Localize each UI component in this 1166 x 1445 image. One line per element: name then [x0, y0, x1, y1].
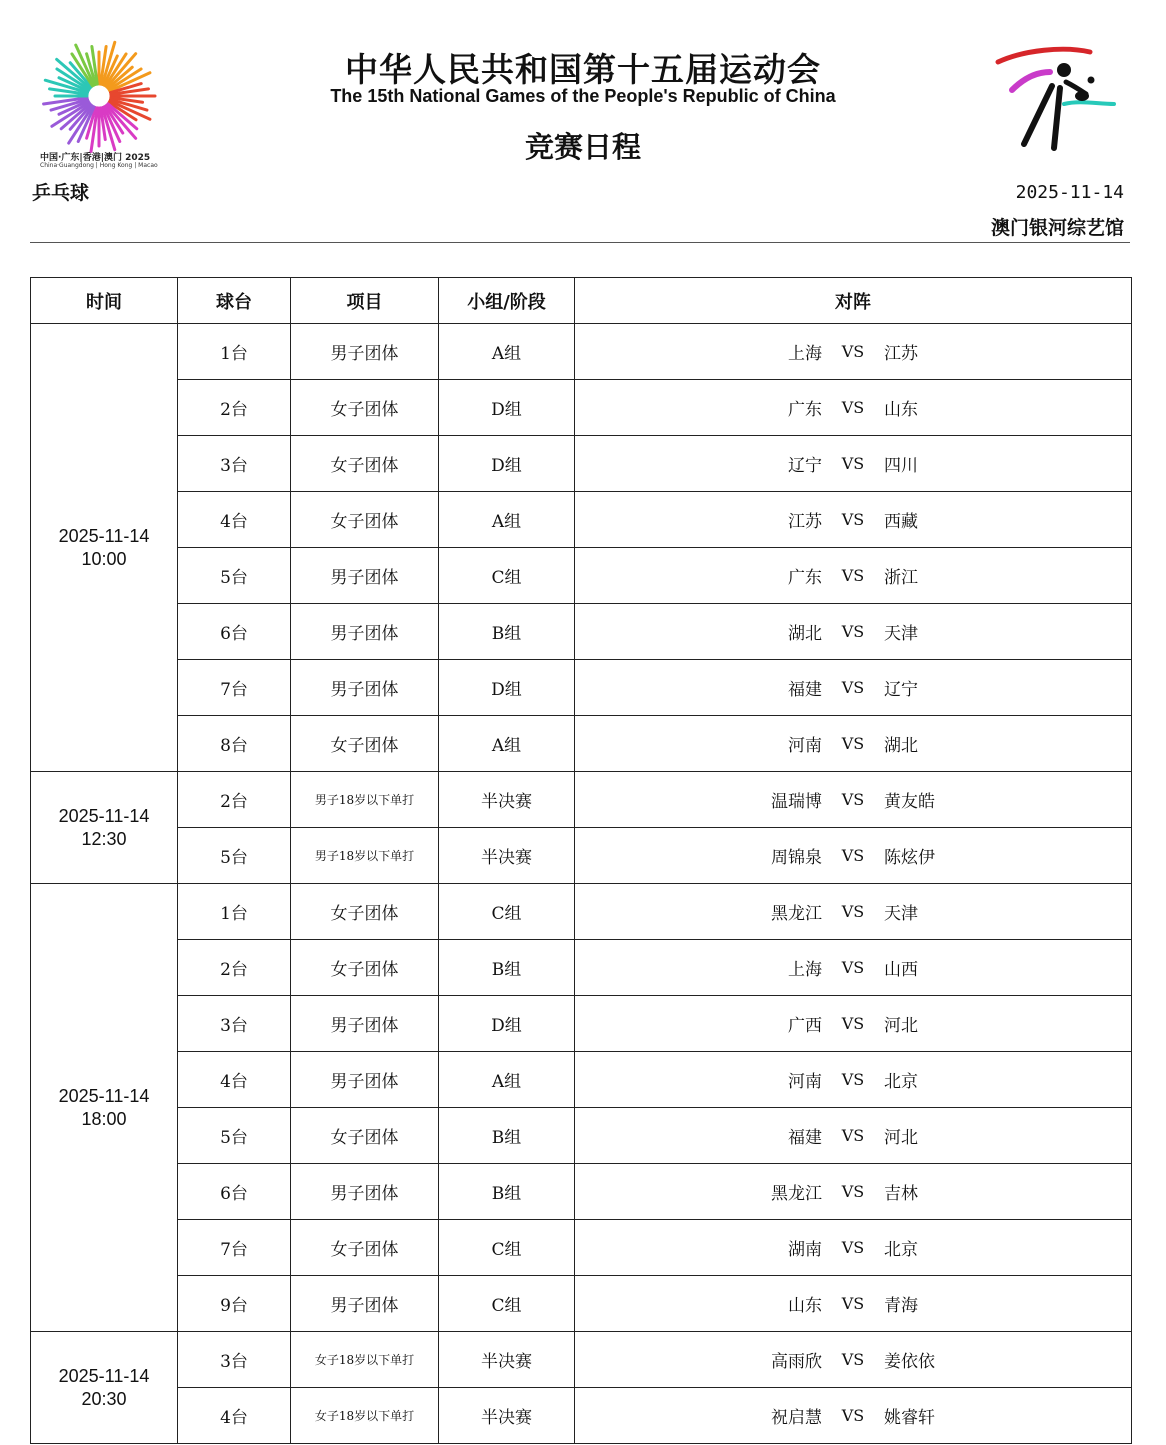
event-cell: 女子团体 — [291, 436, 439, 492]
matchup — [575, 675, 1131, 700]
table-row — [31, 660, 1132, 716]
matchup-cell — [575, 1052, 1132, 1108]
session-date: 2025-11-14 — [58, 525, 150, 546]
matchup-cell — [575, 1388, 1132, 1444]
matchup-cell — [575, 772, 1132, 828]
header-divider — [30, 242, 1130, 243]
session-time: 20:30 — [81, 1388, 127, 1409]
table-number-cell: 4台 — [178, 1052, 291, 1108]
table-tennis-player-icon — [994, 42, 1118, 154]
team-a: 上海 — [788, 344, 822, 364]
header-table-number: 球台 — [178, 278, 291, 324]
stage-cell: D组 — [439, 660, 575, 716]
table-number-cell: 5台 — [178, 1108, 291, 1164]
session-time: 10:00 — [81, 548, 127, 569]
vs-label: VS — [841, 398, 865, 417]
schedule-table — [30, 277, 1132, 1444]
event-cell: 男子团体 — [291, 660, 439, 716]
matchup-cell — [575, 660, 1132, 716]
team-a: 江苏 — [788, 512, 822, 532]
team-b: 河北 — [884, 1016, 918, 1036]
matchup — [575, 395, 1131, 420]
team-a: 辽宁 — [788, 456, 822, 476]
table-number-cell: 4台 — [178, 1388, 291, 1444]
event-cell: 女子团体 — [291, 1220, 439, 1276]
matchup-cell — [575, 492, 1132, 548]
stage-cell: 半决赛 — [439, 1332, 575, 1388]
team-b: 陈炫伊 — [884, 848, 935, 868]
matchup-cell — [575, 1108, 1132, 1164]
vs-label: VS — [841, 790, 865, 809]
vs-label: VS — [841, 1238, 865, 1257]
table-number-cell: 2台 — [178, 940, 291, 996]
table-number-cell: 6台 — [178, 1164, 291, 1220]
event-cell: 女子团体 — [291, 884, 439, 940]
stage-cell: D组 — [439, 436, 575, 492]
event-cell: 男子团体 — [291, 548, 439, 604]
matchup-cell — [575, 324, 1132, 380]
stage-cell: A组 — [439, 716, 575, 772]
matchup-cell — [575, 436, 1132, 492]
team-b: 黄友皓 — [884, 792, 935, 812]
team-a: 福建 — [788, 1128, 822, 1148]
team-a: 高雨欣 — [771, 1352, 822, 1372]
team-b: 河北 — [884, 1128, 918, 1148]
matchup-cell — [575, 1276, 1132, 1332]
vs-label: VS — [841, 1182, 865, 1201]
team-a: 上海 — [788, 960, 822, 980]
stage-cell: D组 — [439, 380, 575, 436]
matchup — [575, 1067, 1131, 1092]
logo-caption-en: China·Guangdong | Hong Kong | Macao — [40, 162, 158, 169]
table-row — [31, 716, 1132, 772]
vs-label: VS — [841, 1126, 865, 1145]
team-b: 青海 — [884, 1296, 918, 1316]
session-date: 2025-11-14 — [58, 1365, 150, 1386]
stage-cell: C组 — [439, 1276, 575, 1332]
vs-label: VS — [841, 678, 865, 697]
event-cell: 男子团体 — [291, 996, 439, 1052]
team-a: 广东 — [788, 400, 822, 420]
team-a: 广西 — [788, 1016, 822, 1036]
team-b: 浙江 — [884, 568, 918, 588]
team-b: 吉林 — [884, 1184, 918, 1204]
table-number-cell: 6台 — [178, 604, 291, 660]
logo-caption: 中国·广东|香港|澳门 2025 — [40, 153, 151, 163]
table-number-cell: 2台 — [178, 772, 291, 828]
matchup — [575, 1347, 1131, 1372]
table-row — [31, 772, 1132, 828]
matchup-cell — [575, 1332, 1132, 1388]
vs-label: VS — [841, 902, 865, 921]
header-time: 时间 — [31, 278, 178, 324]
table-row — [31, 380, 1132, 436]
event-cell: 男子团体 — [291, 1276, 439, 1332]
table-row — [31, 1388, 1132, 1444]
team-b: 姚睿轩 — [884, 1408, 935, 1428]
table-number-cell: 7台 — [178, 1220, 291, 1276]
event-cell: 男子18岁以下单打 — [291, 772, 439, 828]
page-header — [0, 0, 1166, 250]
vs-label: VS — [841, 510, 865, 529]
session-time-cell — [31, 884, 178, 1332]
team-b: 天津 — [884, 624, 918, 644]
stage-cell: A组 — [439, 492, 575, 548]
table-number-cell: 1台 — [178, 884, 291, 940]
matchup-cell — [575, 996, 1132, 1052]
matchup-cell — [575, 884, 1132, 940]
table-number-cell: 3台 — [178, 436, 291, 492]
table-number-cell: 2台 — [178, 380, 291, 436]
table-row — [31, 1332, 1132, 1388]
event-cell: 男子团体 — [291, 324, 439, 380]
team-b: 北京 — [884, 1072, 918, 1092]
vs-label: VS — [841, 454, 865, 473]
session-time-cell — [31, 1332, 178, 1444]
team-a: 黑龙江 — [771, 904, 822, 924]
event-cell: 女子18岁以下单打 — [291, 1388, 439, 1444]
page-title-english: The 15th National Games of the People's Republic of China — [330, 86, 836, 106]
matchup-cell — [575, 548, 1132, 604]
event-cell: 男子团体 — [291, 1164, 439, 1220]
matchup — [575, 1235, 1131, 1260]
matchup — [575, 1123, 1131, 1148]
matchup-cell — [575, 380, 1132, 436]
vs-label: VS — [841, 734, 865, 753]
team-a: 祝启慧 — [771, 1408, 822, 1428]
table-row — [31, 1220, 1132, 1276]
table-number-cell: 9台 — [178, 1276, 291, 1332]
schedule-body — [31, 324, 1132, 1444]
event-cell: 女子团体 — [291, 1108, 439, 1164]
table-row — [31, 1108, 1132, 1164]
venue-name: 澳门银河综艺馆 — [990, 217, 1124, 239]
table-header-row — [31, 278, 1132, 324]
team-a: 山东 — [788, 1296, 822, 1316]
sport-name: 乒乓球 — [32, 182, 90, 204]
matchup-cell — [575, 604, 1132, 660]
matchup — [575, 1291, 1131, 1316]
session-time: 18:00 — [81, 1108, 127, 1129]
matchup-cell — [575, 828, 1132, 884]
matchup — [575, 955, 1131, 980]
stage-cell: A组 — [439, 1052, 575, 1108]
table-row — [31, 436, 1132, 492]
matchup-cell — [575, 716, 1132, 772]
table-number-cell: 3台 — [178, 1332, 291, 1388]
stage-cell: C组 — [439, 548, 575, 604]
team-a: 福建 — [788, 680, 822, 700]
event-cell: 男子18岁以下单打 — [291, 828, 439, 884]
schedule-subtitle: 竞赛日程 — [524, 130, 641, 164]
table-row — [31, 604, 1132, 660]
table-number-cell: 3台 — [178, 996, 291, 1052]
team-a: 广东 — [788, 568, 822, 588]
team-b: 西藏 — [884, 512, 918, 532]
event-cell: 男子团体 — [291, 604, 439, 660]
team-b: 北京 — [884, 1240, 918, 1260]
stage-cell: B组 — [439, 940, 575, 996]
table-row — [31, 324, 1132, 380]
table-row — [31, 1164, 1132, 1220]
session-date: 2025-11-14 — [58, 805, 150, 826]
matchup-cell — [575, 1220, 1132, 1276]
matchup — [575, 1403, 1131, 1428]
team-b: 湖北 — [884, 736, 918, 756]
vs-label: VS — [841, 846, 865, 865]
table-number-cell: 5台 — [178, 548, 291, 604]
vs-label: VS — [841, 566, 865, 585]
page-title: 中华人民共和国第十五届运动会 — [345, 50, 821, 89]
event-cell: 女子团体 — [291, 492, 439, 548]
table-row — [31, 884, 1132, 940]
table-number-cell: 8台 — [178, 716, 291, 772]
matchup — [575, 339, 1131, 364]
table-row — [31, 940, 1132, 996]
matchup-cell — [575, 1164, 1132, 1220]
team-b: 姜依依 — [884, 1352, 935, 1372]
matchup — [575, 563, 1131, 588]
matchup — [575, 507, 1131, 532]
stage-cell: A组 — [439, 324, 575, 380]
session-time-cell — [31, 324, 178, 772]
stage-cell: C组 — [439, 884, 575, 940]
header-group-stage: 小组/阶段 — [439, 278, 575, 324]
vs-label: VS — [841, 1070, 865, 1089]
table-row — [31, 548, 1132, 604]
table-number-cell: 4台 — [178, 492, 291, 548]
table-row — [31, 828, 1132, 884]
stage-cell: B组 — [439, 604, 575, 660]
session-date: 2025-11-14 — [58, 1085, 150, 1106]
vs-label: VS — [841, 1294, 865, 1313]
stage-cell: 半决赛 — [439, 1388, 575, 1444]
stage-cell: B组 — [439, 1164, 575, 1220]
table-number-cell: 7台 — [178, 660, 291, 716]
matchup — [575, 731, 1131, 756]
table-row — [31, 1052, 1132, 1108]
matchup — [575, 787, 1131, 812]
matchup — [575, 619, 1131, 644]
header-event: 项目 — [291, 278, 439, 324]
vs-label: VS — [841, 1406, 865, 1425]
vs-label: VS — [841, 1350, 865, 1369]
team-a: 温瑞博 — [771, 792, 822, 812]
matchup-cell — [575, 940, 1132, 996]
header-matchup: 对阵 — [575, 278, 1132, 324]
matchup — [575, 451, 1131, 476]
session-time-cell — [31, 772, 178, 884]
event-cell: 男子团体 — [291, 1052, 439, 1108]
schedule-date: 2025-11-14 — [1015, 182, 1124, 203]
event-cell: 女子团体 — [291, 380, 439, 436]
stage-cell: 半决赛 — [439, 828, 575, 884]
team-b: 山西 — [884, 960, 918, 980]
team-b: 四川 — [884, 456, 918, 476]
team-a: 湖南 — [788, 1240, 822, 1260]
team-b: 天津 — [884, 904, 918, 924]
matchup — [575, 899, 1131, 924]
vs-label: VS — [841, 622, 865, 641]
team-a: 周锦泉 — [771, 848, 822, 868]
stage-cell: B组 — [439, 1108, 575, 1164]
stage-cell: 半决赛 — [439, 772, 575, 828]
vs-label: VS — [841, 1014, 865, 1033]
vs-label: VS — [841, 958, 865, 977]
team-a: 黑龙江 — [771, 1184, 822, 1204]
table-row — [31, 492, 1132, 548]
table-row — [31, 996, 1132, 1052]
event-cell: 女子18岁以下单打 — [291, 1332, 439, 1388]
vs-label: VS — [841, 342, 865, 361]
team-b: 山东 — [884, 400, 918, 420]
event-cell: 女子团体 — [291, 940, 439, 996]
matchup — [575, 1179, 1131, 1204]
team-b: 辽宁 — [884, 680, 918, 700]
table-number-cell: 5台 — [178, 828, 291, 884]
matchup — [575, 1011, 1131, 1036]
team-a: 河南 — [788, 736, 822, 756]
table-row — [31, 1276, 1132, 1332]
table-number-cell: 1台 — [178, 324, 291, 380]
event-cell: 女子团体 — [291, 716, 439, 772]
team-a: 河南 — [788, 1072, 822, 1092]
team-a: 湖北 — [788, 624, 822, 644]
stage-cell: D组 — [439, 996, 575, 1052]
stage-cell: C组 — [439, 1220, 575, 1276]
session-time: 12:30 — [81, 828, 127, 849]
team-b: 江苏 — [884, 344, 918, 364]
matchup — [575, 843, 1131, 868]
